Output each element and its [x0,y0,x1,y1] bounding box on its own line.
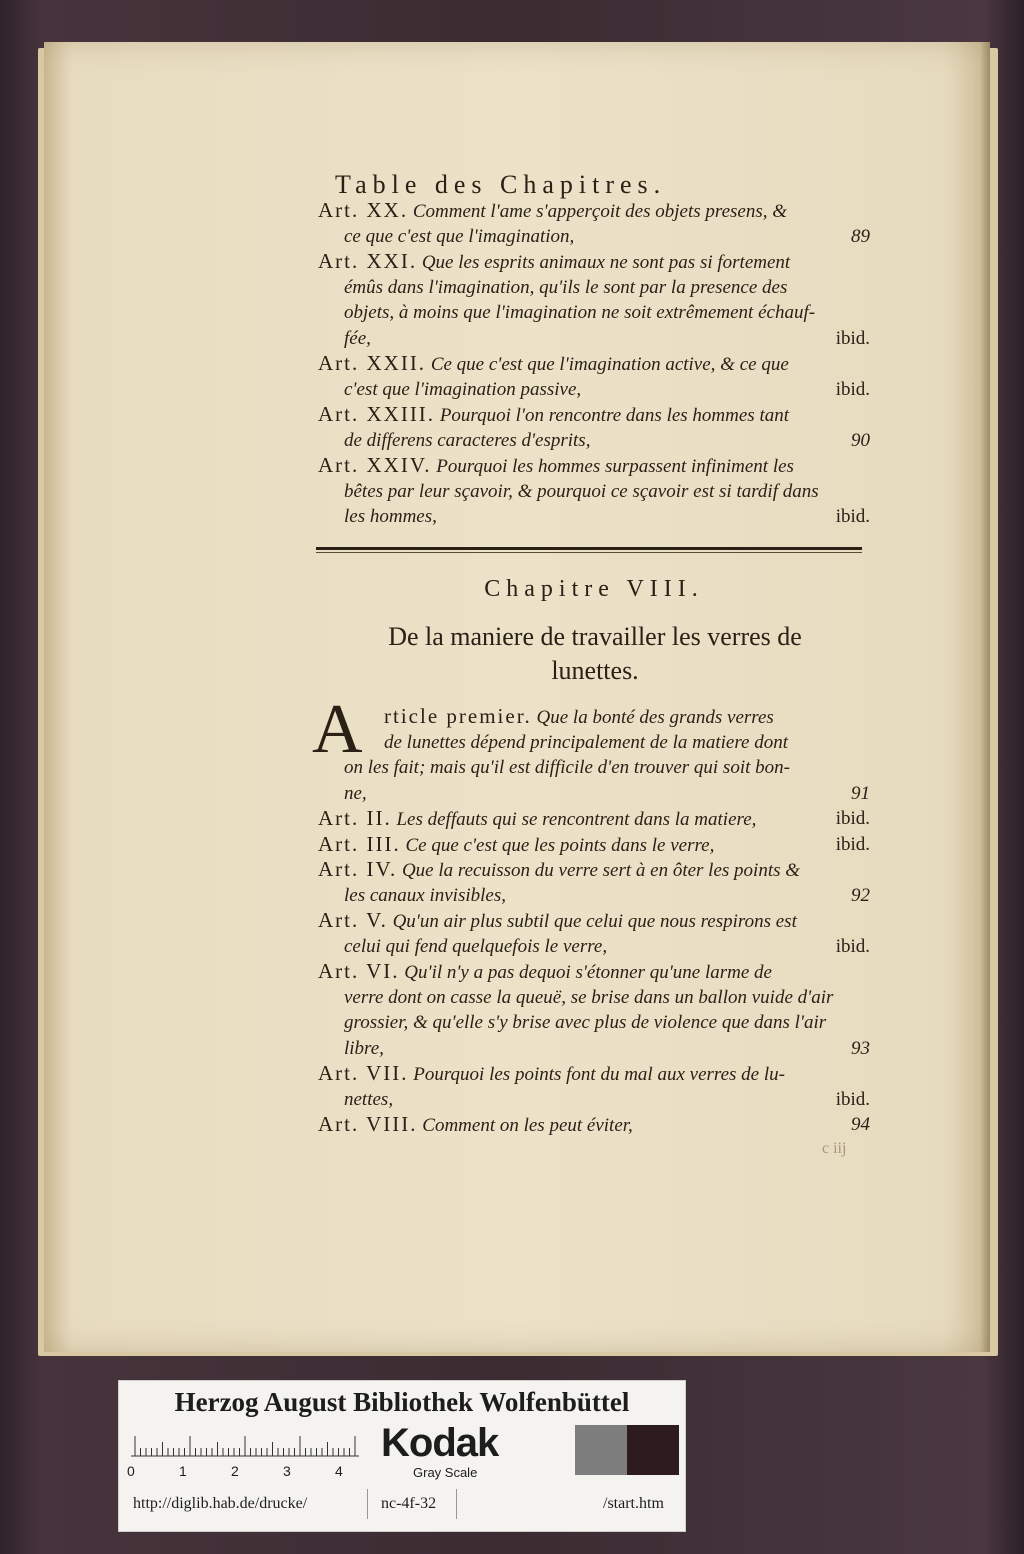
section-rule [316,547,862,550]
page-number: 91 [851,782,870,804]
ruler-scale [131,1433,359,1457]
entry-text: Pourquoi les hommes surpassent infiniment les [436,456,794,477]
entry-line [318,781,870,807]
toc-entry [318,857,870,908]
page-number: 89 [851,225,870,247]
chapter-title [330,620,860,688]
article-label: Art. XXI. [318,249,418,273]
entry-line [318,857,870,883]
entry-line [318,755,870,781]
entry-line [318,428,870,454]
entry-line [318,479,870,505]
toc-entry [318,1061,870,1112]
entry-text: on les fait; mais qu'il est difficile d'en trouver qui soit bon- [344,757,790,778]
entry-text: Que la recuisson du verre sert à en ôter les points & [401,860,801,881]
entry-text: nettes, [344,1088,394,1110]
entry-text: Ce que c'est que les points dans le verre, [405,834,715,856]
entry-text: verre dont on casse la queuë, se brise dans un ballon vuide d'air [344,986,834,1008]
article-label: Art. VI. [318,959,400,983]
chapter-heading: Chapitre VIII. [484,576,704,602]
entry-line [318,377,870,403]
entry-line [318,1036,870,1062]
toc-entry [344,704,870,806]
page-number: ibid. [835,1088,870,1110]
article-label: Art. XXII. [318,351,427,375]
ruler-number: 0 [127,1463,135,1479]
toc-entry [318,453,870,530]
toc-entry [318,249,870,351]
entry-text: bêtes par leur sçavoir, & pourquoi ce sçavoir est si tardif dans [344,480,819,502]
shelfmark: nc-4f-32 [381,1495,437,1512]
entry-text: émûs dans l'imagination, qu'ils le sont par la presence des [344,276,788,298]
entry-line [318,300,870,326]
entry-text: Les deffauts qui se rencontrent dans la matiere, [396,809,757,830]
toc-entry [318,832,870,858]
page-number: ibid. [835,327,870,349]
page-number: ibid. [835,935,870,957]
article-label: Art. VII. [318,1061,409,1085]
running-header: Table des Chapitres. [335,170,667,199]
chapter-title-line: lunettes. [551,656,639,685]
drop-cap: A [312,691,363,768]
article-label: Art. VIII. [318,1112,418,1136]
entry-text: Comment l'ame s'apperçoit des objets presens, & [412,201,788,222]
entry-text: libre, [344,1037,384,1059]
entry-line [318,1061,870,1087]
page-number: 94 [851,1114,870,1135]
ruler-number: 2 [231,1463,239,1479]
entry-text: Ce que c'est que l'imagination active, & ce que [430,354,789,375]
entry-line [318,934,870,960]
article-label: Art. IV. [318,857,398,881]
article-label: Art. XXIII. [318,402,436,426]
entry-line [384,730,870,756]
entry-text: Comment on les peut éviter, [422,1115,633,1136]
signature-mark: c iij [822,1140,847,1157]
entry-text: Que la bonté des grands verres [536,707,774,728]
page-number: ibid. [835,833,870,855]
library-name: Herzog August Bibliothek Wolfenbüttel [174,1387,630,1417]
article-label: rticle premier. [384,704,532,728]
toc-entry [318,351,870,402]
entry-line [318,883,870,909]
entry-text: Pourquoi les points font du mal aux verres de lu- [413,1064,785,1085]
entry-line [318,985,870,1011]
entry-text: c'est que l'imagination passive, [344,378,582,400]
page-number: ibid. [835,378,870,400]
entry-text: de differens caracteres d'esprits, [344,429,591,451]
article-label: Art. XX. [318,198,409,222]
page-number: 90 [851,429,870,451]
entry-line [318,198,870,224]
entry-line [318,832,870,858]
article-label: Art. II. [318,806,392,830]
entry-text: objets, à moins que l'imagination ne soit extrêmement échauf- [344,302,816,323]
entry-line [318,453,870,479]
dark-swatch [627,1425,679,1475]
entry-text: Qu'il n'y a pas dequoi s'étonner qu'une larme de [404,962,772,983]
entry-text: les hommes, [344,506,437,527]
entry-line [384,704,870,730]
entry-line [318,326,870,352]
entry-text: grossier, & qu'elle s'y brise avec plus de violence que dans l'air [344,1012,827,1033]
toc-entry [318,806,870,832]
entry-text: celui qui fend quelquefois le verre, [344,935,608,957]
ruler-number: 1 [179,1463,187,1479]
page-number: ibid. [835,506,870,527]
toc-entry [318,198,870,249]
entry-line [318,908,870,934]
kodak-logo: Kodak [381,1421,499,1465]
url-prefix: http://diglib.hab.de/drucke/ [133,1495,308,1512]
url-suffix: /start.htm [603,1495,664,1512]
entry-text: fée, [344,327,371,349]
entry-line [318,224,870,250]
color-target-card [118,1380,686,1532]
toc-entry [318,402,870,453]
toc-entry [318,908,870,959]
article-label: Art. V. [318,908,388,932]
entry-line [318,1112,870,1138]
entry-line [318,249,870,275]
section-rule-thin [316,552,862,553]
spine-shadow [980,42,990,1352]
gray-scale-label: Gray Scale [413,1465,478,1480]
entry-text: ce que c'est que l'imagination, [344,225,575,247]
entry-text: Que les esprits animaux ne sont pas si fortement [421,252,791,273]
toc-entry [318,1112,870,1138]
entry-line [318,351,870,377]
entry-text: de lunettes dépend principalement de la matiere dont [384,731,789,753]
entry-line [318,402,870,428]
gray-swatch [575,1425,627,1475]
entry-line [318,806,870,832]
ruler-numbers [127,1463,367,1481]
entry-text: Qu'un air plus subtil que celui que nous respirons est [392,911,797,932]
ruler-number: 4 [335,1463,343,1479]
entry-line [318,504,870,530]
page-number: ibid. [835,808,870,829]
entry-line [318,959,870,985]
entry-line [318,1010,870,1036]
page-number: 93 [851,1037,870,1059]
entry-text: les canaux invisibles, [344,884,506,906]
entry-text: ne, [344,782,367,804]
entry-line [318,1087,870,1113]
ruler-number: 3 [283,1463,291,1479]
article-label: Art. XXIV. [318,453,432,477]
entry-line [318,275,870,301]
article-label: Art. III. [318,831,401,856]
page-number: 92 [851,884,870,906]
chapter-title-line: De la maniere de travailler les verres de [388,622,802,651]
entry-text: Pourquoi l'on rencontre dans les hommes tant [439,405,790,426]
toc-entry [318,959,870,1061]
